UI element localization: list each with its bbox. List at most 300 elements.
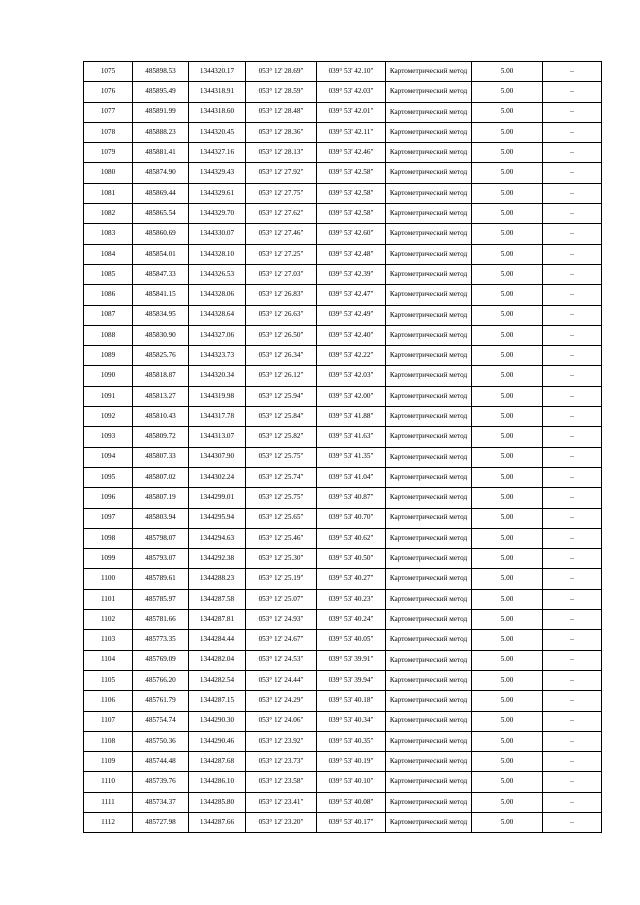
table-row bbox=[84, 366, 602, 386]
table-row bbox=[84, 812, 602, 832]
latitude-cell: 053° 12' 27.92" bbox=[246, 163, 317, 183]
y-coordinate-cell: 1344282.54 bbox=[189, 670, 246, 690]
note-cell: – bbox=[543, 792, 602, 812]
point-number-cell: 1097 bbox=[84, 508, 133, 528]
latitude-cell: 053° 12' 26.50" bbox=[246, 325, 317, 345]
note-cell: – bbox=[543, 447, 602, 467]
method-cell: Картометрический метод bbox=[386, 122, 472, 142]
note-cell: – bbox=[543, 325, 602, 345]
note-cell: – bbox=[543, 488, 602, 508]
longitude-cell: 039° 53' 41.04" bbox=[317, 467, 386, 487]
latitude-cell: 053° 12' 27.46" bbox=[246, 224, 317, 244]
x-coordinate-cell: 485769.09 bbox=[133, 650, 189, 670]
method-cell: Картометрический метод bbox=[386, 670, 472, 690]
latitude-cell: 053° 12' 25.74" bbox=[246, 467, 317, 487]
table-row bbox=[84, 488, 602, 508]
table-row bbox=[84, 670, 602, 690]
table-row bbox=[84, 731, 602, 751]
accuracy-cell: 5.00 bbox=[472, 427, 543, 447]
method-cell: Картометрический метод bbox=[386, 366, 472, 386]
table-row bbox=[84, 346, 602, 366]
note-cell: – bbox=[543, 62, 602, 82]
note-cell: – bbox=[543, 569, 602, 589]
longitude-cell: 039° 53' 42.49" bbox=[317, 305, 386, 325]
table-row bbox=[84, 589, 602, 609]
accuracy-cell: 5.00 bbox=[472, 143, 543, 163]
note-cell: – bbox=[543, 204, 602, 224]
point-number-cell: 1095 bbox=[84, 467, 133, 487]
latitude-cell: 053° 12' 24.29" bbox=[246, 691, 317, 711]
latitude-cell: 053° 12' 25.84" bbox=[246, 407, 317, 427]
latitude-cell: 053° 12' 26.12" bbox=[246, 366, 317, 386]
x-coordinate-cell: 485888.23 bbox=[133, 122, 189, 142]
accuracy-cell: 5.00 bbox=[472, 163, 543, 183]
latitude-cell: 053° 12' 27.62" bbox=[246, 204, 317, 224]
y-coordinate-cell: 1344290.30 bbox=[189, 711, 246, 731]
point-number-cell: 1087 bbox=[84, 305, 133, 325]
accuracy-cell: 5.00 bbox=[472, 407, 543, 427]
point-number-cell: 1108 bbox=[84, 731, 133, 751]
longitude-cell: 039° 53' 40.70" bbox=[317, 508, 386, 528]
latitude-cell: 053° 12' 27.75" bbox=[246, 183, 317, 203]
latitude-cell: 053° 12' 27.25" bbox=[246, 244, 317, 264]
y-coordinate-cell: 1344317.78 bbox=[189, 407, 246, 427]
latitude-cell: 053° 12' 23.20" bbox=[246, 812, 317, 832]
table-row bbox=[84, 508, 602, 528]
y-coordinate-cell: 1344307.90 bbox=[189, 447, 246, 467]
note-cell: – bbox=[543, 650, 602, 670]
longitude-cell: 039° 53' 42.00" bbox=[317, 386, 386, 406]
longitude-cell: 039° 53' 40.24" bbox=[317, 610, 386, 630]
note-cell: – bbox=[543, 508, 602, 528]
latitude-cell: 053° 12' 28.36" bbox=[246, 122, 317, 142]
point-number-cell: 1080 bbox=[84, 163, 133, 183]
note-cell: – bbox=[543, 122, 602, 142]
note-cell: – bbox=[543, 163, 602, 183]
table-row bbox=[84, 752, 602, 772]
method-cell: Картометрический метод bbox=[386, 346, 472, 366]
x-coordinate-cell: 485891.99 bbox=[133, 102, 189, 122]
method-cell: Картометрический метод bbox=[386, 731, 472, 751]
accuracy-cell: 5.00 bbox=[472, 528, 543, 548]
longitude-cell: 039° 53' 41.35" bbox=[317, 447, 386, 467]
x-coordinate-cell: 485841.15 bbox=[133, 285, 189, 305]
note-cell: – bbox=[543, 711, 602, 731]
x-coordinate-cell: 485781.66 bbox=[133, 610, 189, 630]
note-cell: – bbox=[543, 752, 602, 772]
longitude-cell: 039° 53' 39.94" bbox=[317, 670, 386, 690]
accuracy-cell: 5.00 bbox=[472, 183, 543, 203]
accuracy-cell: 5.00 bbox=[472, 610, 543, 630]
longitude-cell: 039° 53' 40.62" bbox=[317, 528, 386, 548]
table-row bbox=[84, 285, 602, 305]
table-row bbox=[84, 183, 602, 203]
table-row bbox=[84, 143, 602, 163]
method-cell: Картометрический метод bbox=[386, 447, 472, 467]
accuracy-cell: 5.00 bbox=[472, 630, 543, 650]
note-cell: – bbox=[543, 346, 602, 366]
table-row bbox=[84, 122, 602, 142]
point-number-cell: 1102 bbox=[84, 610, 133, 630]
y-coordinate-cell: 1344282.04 bbox=[189, 650, 246, 670]
longitude-cell: 039° 53' 42.60" bbox=[317, 224, 386, 244]
table-row bbox=[84, 691, 602, 711]
accuracy-cell: 5.00 bbox=[472, 467, 543, 487]
latitude-cell: 053° 12' 23.41" bbox=[246, 792, 317, 812]
table-body bbox=[84, 62, 602, 833]
table-row bbox=[84, 772, 602, 792]
longitude-cell: 039° 53' 42.39" bbox=[317, 264, 386, 284]
point-number-cell: 1077 bbox=[84, 102, 133, 122]
x-coordinate-cell: 485766.20 bbox=[133, 670, 189, 690]
latitude-cell: 053° 12' 25.94" bbox=[246, 386, 317, 406]
method-cell: Картометрический метод bbox=[386, 224, 472, 244]
latitude-cell: 053° 12' 28.48" bbox=[246, 102, 317, 122]
longitude-cell: 039° 53' 42.22" bbox=[317, 346, 386, 366]
x-coordinate-cell: 485810.43 bbox=[133, 407, 189, 427]
latitude-cell: 053° 12' 28.69" bbox=[246, 62, 317, 82]
method-cell: Картометрический метод bbox=[386, 610, 472, 630]
longitude-cell: 039° 53' 39.91" bbox=[317, 650, 386, 670]
y-coordinate-cell: 1344288.23 bbox=[189, 569, 246, 589]
longitude-cell: 039° 53' 40.35" bbox=[317, 731, 386, 751]
x-coordinate-cell: 485734.37 bbox=[133, 792, 189, 812]
point-number-cell: 1093 bbox=[84, 427, 133, 447]
point-number-cell: 1075 bbox=[84, 62, 133, 82]
x-coordinate-cell: 485773.35 bbox=[133, 630, 189, 650]
point-number-cell: 1081 bbox=[84, 183, 133, 203]
y-coordinate-cell: 1344327.06 bbox=[189, 325, 246, 345]
latitude-cell: 053° 12' 23.73" bbox=[246, 752, 317, 772]
table-row bbox=[84, 325, 602, 345]
method-cell: Картометрический метод bbox=[386, 711, 472, 731]
point-number-cell: 1086 bbox=[84, 285, 133, 305]
accuracy-cell: 5.00 bbox=[472, 549, 543, 569]
point-number-cell: 1111 bbox=[84, 792, 133, 812]
method-cell: Картометрический метод bbox=[386, 386, 472, 406]
y-coordinate-cell: 1344295.94 bbox=[189, 508, 246, 528]
method-cell: Картометрический метод bbox=[386, 792, 472, 812]
point-number-cell: 1098 bbox=[84, 528, 133, 548]
method-cell: Картометрический метод bbox=[386, 691, 472, 711]
longitude-cell: 039° 53' 40.50" bbox=[317, 549, 386, 569]
y-coordinate-cell: 1344287.58 bbox=[189, 589, 246, 609]
method-cell: Картометрический метод bbox=[386, 589, 472, 609]
table-row bbox=[84, 386, 602, 406]
note-cell: – bbox=[543, 285, 602, 305]
table-row bbox=[84, 447, 602, 467]
method-cell: Картометрический метод bbox=[386, 163, 472, 183]
x-coordinate-cell: 485869.44 bbox=[133, 183, 189, 203]
accuracy-cell: 5.00 bbox=[472, 122, 543, 142]
x-coordinate-cell: 485793.07 bbox=[133, 549, 189, 569]
latitude-cell: 053° 12' 25.75" bbox=[246, 488, 317, 508]
method-cell: Картометрический метод bbox=[386, 467, 472, 487]
point-number-cell: 1094 bbox=[84, 447, 133, 467]
note-cell: – bbox=[543, 183, 602, 203]
longitude-cell: 039° 53' 42.01" bbox=[317, 102, 386, 122]
point-number-cell: 1109 bbox=[84, 752, 133, 772]
point-number-cell: 1079 bbox=[84, 143, 133, 163]
longitude-cell: 039° 53' 42.40" bbox=[317, 325, 386, 345]
accuracy-cell: 5.00 bbox=[472, 792, 543, 812]
longitude-cell: 039° 53' 40.08" bbox=[317, 792, 386, 812]
y-coordinate-cell: 1344294.63 bbox=[189, 528, 246, 548]
longitude-cell: 039° 53' 41.63" bbox=[317, 427, 386, 447]
point-number-cell: 1090 bbox=[84, 366, 133, 386]
latitude-cell: 053° 12' 24.67" bbox=[246, 630, 317, 650]
longitude-cell: 039° 53' 42.58" bbox=[317, 183, 386, 203]
latitude-cell: 053° 12' 25.19" bbox=[246, 569, 317, 589]
method-cell: Картометрический метод bbox=[386, 569, 472, 589]
accuracy-cell: 5.00 bbox=[472, 772, 543, 792]
accuracy-cell: 5.00 bbox=[472, 711, 543, 731]
note-cell: – bbox=[543, 670, 602, 690]
latitude-cell: 053° 12' 25.07" bbox=[246, 589, 317, 609]
latitude-cell: 053° 12' 24.06" bbox=[246, 711, 317, 731]
table-row bbox=[84, 82, 602, 102]
method-cell: Картометрический метод bbox=[386, 528, 472, 548]
point-number-cell: 1082 bbox=[84, 204, 133, 224]
table-row bbox=[84, 204, 602, 224]
point-number-cell: 1099 bbox=[84, 549, 133, 569]
table-row bbox=[84, 62, 602, 82]
y-coordinate-cell: 1344330.07 bbox=[189, 224, 246, 244]
method-cell: Картометрический метод bbox=[386, 812, 472, 832]
x-coordinate-cell: 485818.87 bbox=[133, 366, 189, 386]
longitude-cell: 039° 53' 42.11" bbox=[317, 122, 386, 142]
y-coordinate-cell: 1344320.34 bbox=[189, 366, 246, 386]
accuracy-cell: 5.00 bbox=[472, 731, 543, 751]
note-cell: – bbox=[543, 264, 602, 284]
y-coordinate-cell: 1344328.06 bbox=[189, 285, 246, 305]
latitude-cell: 053° 12' 24.93" bbox=[246, 610, 317, 630]
accuracy-cell: 5.00 bbox=[472, 82, 543, 102]
y-coordinate-cell: 1344328.10 bbox=[189, 244, 246, 264]
longitude-cell: 039° 53' 40.19" bbox=[317, 752, 386, 772]
x-coordinate-cell: 485754.74 bbox=[133, 711, 189, 731]
longitude-cell: 039° 53' 40.27" bbox=[317, 569, 386, 589]
longitude-cell: 039° 53' 40.23" bbox=[317, 589, 386, 609]
accuracy-cell: 5.00 bbox=[472, 752, 543, 772]
longitude-cell: 039° 53' 40.05" bbox=[317, 630, 386, 650]
note-cell: – bbox=[543, 812, 602, 832]
note-cell: – bbox=[543, 244, 602, 264]
longitude-cell: 039° 53' 40.34" bbox=[317, 711, 386, 731]
method-cell: Картометрический метод bbox=[386, 325, 472, 345]
note-cell: – bbox=[543, 143, 602, 163]
accuracy-cell: 5.00 bbox=[472, 325, 543, 345]
longitude-cell: 039° 53' 40.18" bbox=[317, 691, 386, 711]
table-row bbox=[84, 711, 602, 731]
note-cell: – bbox=[543, 407, 602, 427]
x-coordinate-cell: 485830.90 bbox=[133, 325, 189, 345]
note-cell: – bbox=[543, 549, 602, 569]
x-coordinate-cell: 485803.94 bbox=[133, 508, 189, 528]
longitude-cell: 039° 53' 42.58" bbox=[317, 204, 386, 224]
x-coordinate-cell: 485881.41 bbox=[133, 143, 189, 163]
table-row bbox=[84, 264, 602, 284]
method-cell: Картометрический метод bbox=[386, 183, 472, 203]
accuracy-cell: 5.00 bbox=[472, 569, 543, 589]
y-coordinate-cell: 1344320.45 bbox=[189, 122, 246, 142]
method-cell: Картометрический метод bbox=[386, 650, 472, 670]
note-cell: – bbox=[543, 610, 602, 630]
x-coordinate-cell: 485895.49 bbox=[133, 82, 189, 102]
method-cell: Картометрический метод bbox=[386, 204, 472, 224]
x-coordinate-cell: 485860.69 bbox=[133, 224, 189, 244]
method-cell: Картометрический метод bbox=[386, 244, 472, 264]
accuracy-cell: 5.00 bbox=[472, 447, 543, 467]
table-row bbox=[84, 792, 602, 812]
point-number-cell: 1106 bbox=[84, 691, 133, 711]
accuracy-cell: 5.00 bbox=[472, 102, 543, 122]
method-cell: Картометрический метод bbox=[386, 102, 472, 122]
accuracy-cell: 5.00 bbox=[472, 285, 543, 305]
latitude-cell: 053° 12' 25.82" bbox=[246, 427, 317, 447]
y-coordinate-cell: 1344292.38 bbox=[189, 549, 246, 569]
method-cell: Картометрический метод bbox=[386, 752, 472, 772]
y-coordinate-cell: 1344318.91 bbox=[189, 82, 246, 102]
table-row bbox=[84, 102, 602, 122]
longitude-cell: 039° 53' 40.87" bbox=[317, 488, 386, 508]
note-cell: – bbox=[543, 224, 602, 244]
accuracy-cell: 5.00 bbox=[472, 812, 543, 832]
accuracy-cell: 5.00 bbox=[472, 305, 543, 325]
note-cell: – bbox=[543, 366, 602, 386]
note-cell: – bbox=[543, 427, 602, 447]
note-cell: – bbox=[543, 630, 602, 650]
y-coordinate-cell: 1344329.43 bbox=[189, 163, 246, 183]
latitude-cell: 053° 12' 23.58" bbox=[246, 772, 317, 792]
y-coordinate-cell: 1344287.15 bbox=[189, 691, 246, 711]
method-cell: Картометрический метод bbox=[386, 772, 472, 792]
point-number-cell: 1078 bbox=[84, 122, 133, 142]
accuracy-cell: 5.00 bbox=[472, 264, 543, 284]
table-row bbox=[84, 630, 602, 650]
longitude-cell: 039° 53' 42.46" bbox=[317, 143, 386, 163]
x-coordinate-cell: 485825.76 bbox=[133, 346, 189, 366]
point-number-cell: 1110 bbox=[84, 772, 133, 792]
longitude-cell: 039° 53' 42.03" bbox=[317, 366, 386, 386]
method-cell: Картометрический метод bbox=[386, 305, 472, 325]
y-coordinate-cell: 1344323.73 bbox=[189, 346, 246, 366]
point-number-cell: 1105 bbox=[84, 670, 133, 690]
y-coordinate-cell: 1344326.53 bbox=[189, 264, 246, 284]
y-coordinate-cell: 1344285.80 bbox=[189, 792, 246, 812]
accuracy-cell: 5.00 bbox=[472, 224, 543, 244]
y-coordinate-cell: 1344318.60 bbox=[189, 102, 246, 122]
longitude-cell: 039° 53' 42.10" bbox=[317, 62, 386, 82]
coordinates-table bbox=[83, 61, 602, 833]
accuracy-cell: 5.00 bbox=[472, 386, 543, 406]
point-number-cell: 1091 bbox=[84, 386, 133, 406]
latitude-cell: 053° 12' 25.65" bbox=[246, 508, 317, 528]
accuracy-cell: 5.00 bbox=[472, 670, 543, 690]
x-coordinate-cell: 485789.61 bbox=[133, 569, 189, 589]
x-coordinate-cell: 485809.72 bbox=[133, 427, 189, 447]
point-number-cell: 1103 bbox=[84, 630, 133, 650]
method-cell: Картометрический метод bbox=[386, 143, 472, 163]
note-cell: – bbox=[543, 589, 602, 609]
point-number-cell: 1084 bbox=[84, 244, 133, 264]
y-coordinate-cell: 1344286.10 bbox=[189, 772, 246, 792]
y-coordinate-cell: 1344299.01 bbox=[189, 488, 246, 508]
accuracy-cell: 5.00 bbox=[472, 589, 543, 609]
table-row bbox=[84, 224, 602, 244]
accuracy-cell: 5.00 bbox=[472, 691, 543, 711]
y-coordinate-cell: 1344327.16 bbox=[189, 143, 246, 163]
x-coordinate-cell: 485727.98 bbox=[133, 812, 189, 832]
method-cell: Картометрический метод bbox=[386, 508, 472, 528]
table-row bbox=[84, 528, 602, 548]
latitude-cell: 053° 12' 26.63" bbox=[246, 305, 317, 325]
x-coordinate-cell: 485847.33 bbox=[133, 264, 189, 284]
latitude-cell: 053° 12' 27.03" bbox=[246, 264, 317, 284]
x-coordinate-cell: 485744.48 bbox=[133, 752, 189, 772]
accuracy-cell: 5.00 bbox=[472, 346, 543, 366]
table-row bbox=[84, 650, 602, 670]
x-coordinate-cell: 485834.95 bbox=[133, 305, 189, 325]
accuracy-cell: 5.00 bbox=[472, 244, 543, 264]
accuracy-cell: 5.00 bbox=[472, 488, 543, 508]
x-coordinate-cell: 485813.27 bbox=[133, 386, 189, 406]
y-coordinate-cell: 1344290.46 bbox=[189, 731, 246, 751]
longitude-cell: 039° 53' 40.10" bbox=[317, 772, 386, 792]
method-cell: Картометрический метод bbox=[386, 488, 472, 508]
point-number-cell: 1112 bbox=[84, 812, 133, 832]
method-cell: Картометрический метод bbox=[386, 264, 472, 284]
accuracy-cell: 5.00 bbox=[472, 366, 543, 386]
point-number-cell: 1104 bbox=[84, 650, 133, 670]
method-cell: Картометрический метод bbox=[386, 407, 472, 427]
note-cell: – bbox=[543, 528, 602, 548]
table-row bbox=[84, 549, 602, 569]
x-coordinate-cell: 485807.19 bbox=[133, 488, 189, 508]
x-coordinate-cell: 485798.07 bbox=[133, 528, 189, 548]
y-coordinate-cell: 1344328.64 bbox=[189, 305, 246, 325]
point-number-cell: 1083 bbox=[84, 224, 133, 244]
latitude-cell: 053° 12' 28.13" bbox=[246, 143, 317, 163]
y-coordinate-cell: 1344329.70 bbox=[189, 204, 246, 224]
longitude-cell: 039° 53' 42.48" bbox=[317, 244, 386, 264]
x-coordinate-cell: 485898.53 bbox=[133, 62, 189, 82]
method-cell: Картометрический метод bbox=[386, 62, 472, 82]
y-coordinate-cell: 1344313.07 bbox=[189, 427, 246, 447]
table-row bbox=[84, 305, 602, 325]
x-coordinate-cell: 485865.54 bbox=[133, 204, 189, 224]
x-coordinate-cell: 485807.02 bbox=[133, 467, 189, 487]
y-coordinate-cell: 1344319.98 bbox=[189, 386, 246, 406]
y-coordinate-cell: 1344287.68 bbox=[189, 752, 246, 772]
point-number-cell: 1101 bbox=[84, 589, 133, 609]
longitude-cell: 039° 53' 41.88" bbox=[317, 407, 386, 427]
latitude-cell: 053° 12' 24.53" bbox=[246, 650, 317, 670]
y-coordinate-cell: 1344287.66 bbox=[189, 812, 246, 832]
table-row bbox=[84, 569, 602, 589]
latitude-cell: 053° 12' 26.34" bbox=[246, 346, 317, 366]
y-coordinate-cell: 1344302.24 bbox=[189, 467, 246, 487]
method-cell: Картометрический метод bbox=[386, 427, 472, 447]
note-cell: – bbox=[543, 305, 602, 325]
point-number-cell: 1088 bbox=[84, 325, 133, 345]
x-coordinate-cell: 485874.90 bbox=[133, 163, 189, 183]
point-number-cell: 1089 bbox=[84, 346, 133, 366]
table-row bbox=[84, 163, 602, 183]
method-cell: Картометрический метод bbox=[386, 549, 472, 569]
point-number-cell: 1096 bbox=[84, 488, 133, 508]
longitude-cell: 039° 53' 42.58" bbox=[317, 163, 386, 183]
